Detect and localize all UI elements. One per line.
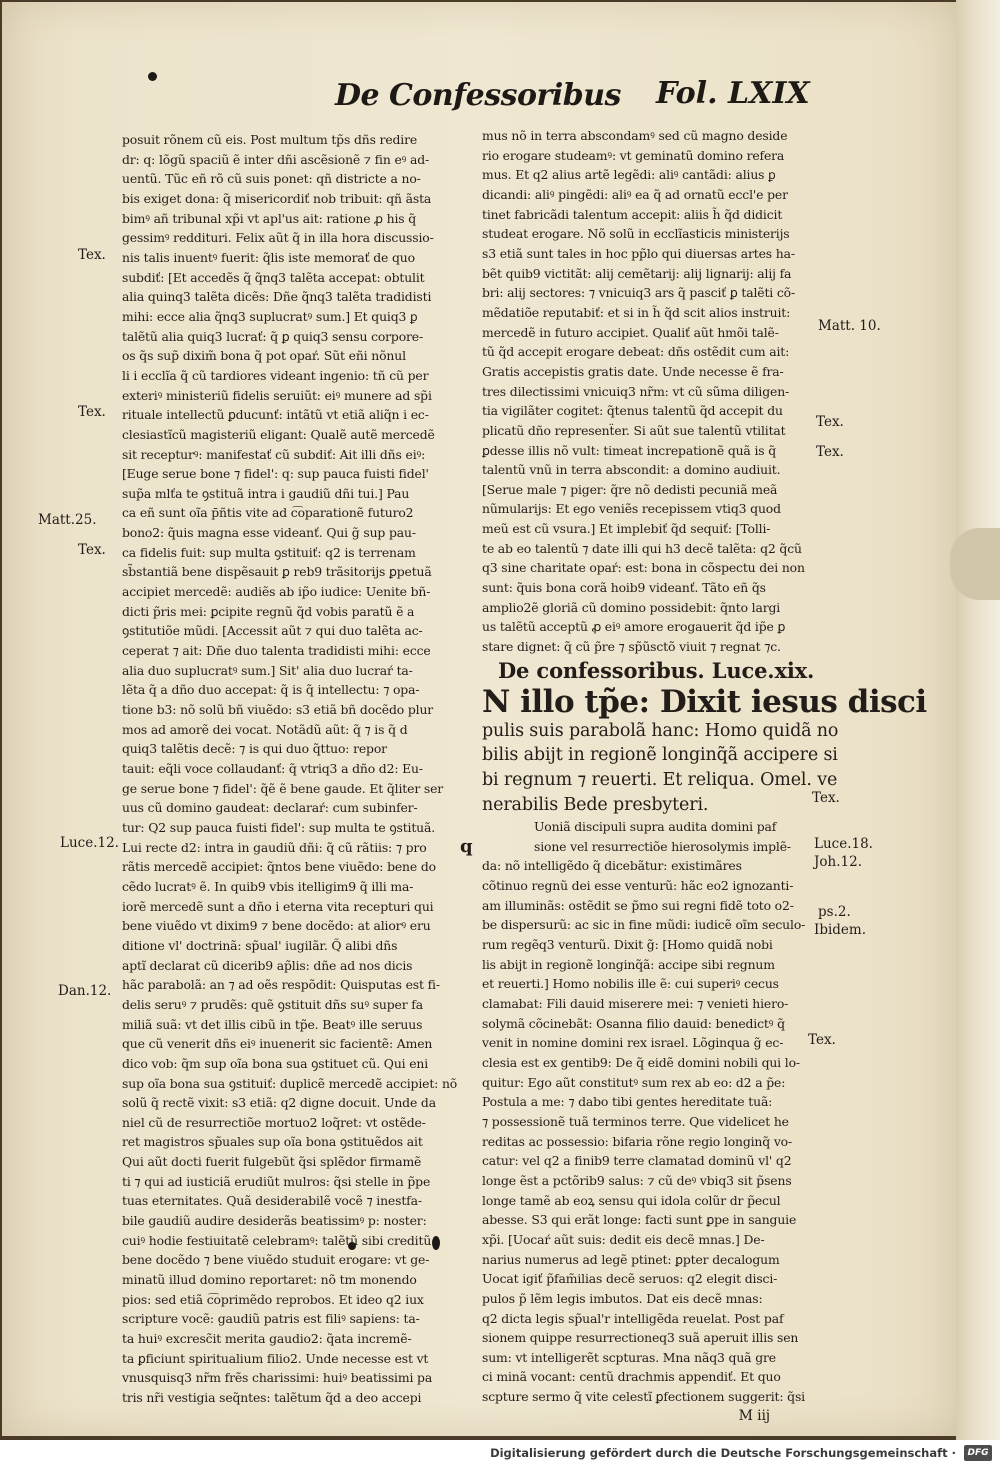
running-title: De Confessoribus [335, 78, 621, 113]
text-line: ca eñ sunt oĩa p̄ñtis vite ad c͡oparationẽ futuro2 [122, 505, 414, 521]
text-line: cuiꝰ hodie festiuitatẽ celebramꝰ: talẽtũ sibi creditũ [122, 1232, 432, 1248]
margin-note-tex: Tex. [808, 1032, 836, 1048]
text-line: be dispersurũ: ac sic in fine mũdi: iudicẽ oĩm seculo- [482, 917, 806, 933]
text-line: mẽdatiõe reputabiť: et si in h̃ q̃d scit alios instruit: [482, 304, 791, 320]
text-line: stare dignet: q̃ cũ p̃re ⁊ sp̃ũsctõ viuit ⁊ regnat ⁊c. [482, 639, 781, 655]
text-line: ci minã vocant: centũ drachmis appendiť. Et quo [482, 1369, 781, 1385]
text-line: sum: vt intelligerẽt scpturas. Mna nãq3 quã gre [482, 1349, 776, 1365]
text-line: quiq3 talẽtis decẽ: ⁊ is qui duo q̃ttuo: repor [122, 741, 387, 757]
text-line: clesiastĩcũ magisteriũ eligant: Qualẽ autẽ mercedẽ [122, 426, 435, 442]
text-line: bono2: q̃uis magna esse videanť. Qui g̃ sup pau- [122, 525, 416, 541]
text-line: os q̃s sup̃ dixim̃ bona q̃ pot opaŕ. Sũt eñi nõnul [122, 348, 406, 364]
text-line: que cũ venerit dñs eiꝰ inuenerit sic facientẽ: Amen [122, 1036, 433, 1052]
text-line: bene viuẽdo vt dixim9 ⁊ bene docẽdo: at aliorꝰ eru [122, 918, 431, 934]
text-line: rum regẽq3 venturũ. Dixit g̃: [Homo quidã nobi [482, 937, 773, 953]
text-line: Uoniã discipuli supra audita domini paf [534, 819, 777, 835]
margin-note-luce: Luce.18. [814, 836, 873, 852]
text-line: longe tamẽ ab eoꝝ sensu qui idola colũr dr p̃ecul [482, 1192, 781, 1208]
text-line: bri: alij sectores: ⁊ vnicuiq3 ars q̃ pasciť ꝑ talẽti cõ- [482, 285, 796, 301]
text-line: bis exiget dona: q̃ misericordiť nob tribuit: qñ ãsta [122, 190, 432, 206]
text-line: sione vel resurrectiõe hierosolymis implẽ- [534, 838, 791, 854]
text-line: sup oĩa bona sua ꝯstituiť: duplicẽ mercedẽ accipiet: nõ [122, 1075, 458, 1091]
text-line: q2 dicta legis sp̃ual'r intelligẽda reuelat. Post paf [482, 1310, 784, 1326]
text-line: bi regnum ⁊ reuerti. Et reliqua. Omel. ve [482, 769, 838, 790]
margin-note-tex: Tex. [78, 404, 106, 420]
text-line: pulis suis parabolã hanc: Homo quidã no [482, 720, 839, 741]
right-column-homily-text [482, 817, 812, 1407]
text-line: quitur: Ego aũt constitutꝰ sum rex ab eo: d2 a p̃e: [482, 1074, 786, 1090]
text-line: subdiť: [Et accedẽs q̃ q̃nq3 talẽta accepat: obtulit [122, 269, 425, 285]
text-line: solymã cõcinebãt: Osanna filio dauid: benedictꝰ q̃ [482, 1015, 785, 1031]
text-line: hãc parabolã: an ⁊ ad oẽs respõdit: Quisputas est fi- [122, 977, 440, 993]
page-edge [956, 0, 1000, 1440]
text-line: te ab eo talentũ ⁊ date illi qui h3 decẽ talẽta: q2 q̃cũ [482, 540, 802, 556]
text-line: bene docẽdo ⁊ bene viuẽdo studuit erogare: vt ge- [122, 1252, 430, 1268]
text-line: reditas ac possessio: bifaria rõne regio longinq̃ vo- [482, 1133, 793, 1149]
text-line: dicti p̃ris mei: ꝑcipite regnũ q̃d vobis paratũ ẽ a [122, 603, 415, 619]
margin-note-matt: Matt. 10. [818, 318, 881, 334]
text-line: da: nõ intelligẽdo q̃ dicebãtur: existimãres [482, 858, 742, 874]
text-line: N illo tp̃e: Dixit iesus disci [482, 683, 927, 720]
left-text-column [122, 130, 458, 1408]
text-line: ditione vl' doctrinã: sp̃ual' iugilãr. Q̃ alibi dñs [122, 937, 398, 953]
text-line: iorẽ mercedẽ sunt a dño i eterna vita recepturi qui [122, 898, 434, 914]
folio-number: Fol. LXIX [656, 76, 810, 111]
text-line: sionem quippe resurrectioneq3 suã aperuit illis sen [482, 1330, 799, 1346]
text-line: clesia est ex gentib9: De q̃ eidẽ domini nobili qui lo- [482, 1054, 800, 1070]
text-line: am illuminãs: ostẽdit se p̃mo sui regni fidẽ toto o2- [482, 897, 794, 913]
drop-capital: q [460, 836, 473, 858]
page-tab [950, 528, 1000, 600]
text-line: uentũ. Tũc eñ rõ cũ suis ponet: qñ districte a no- [122, 171, 421, 187]
text-line: ꝑdesse illis nõ vult: timeat increpationẽ quã is q̃ [482, 442, 777, 458]
text-line: ti ⁊ qui ad iusticiã erudiũt mulros: q̃si stelle in p̃pe [122, 1173, 431, 1189]
text-line: tinet fabricãdi talentum accepit: aliis h̃ q̃d didicit [482, 206, 783, 222]
text-line: pulos p̃ lẽm legis imbutos. Dat eis decẽ mnas: [482, 1290, 763, 1306]
homily-opening [460, 817, 812, 1407]
text-line: alia quinq3 talẽta dicẽs: Dñe q̃nq3 talẽta tradidisti [122, 289, 432, 305]
text-line: tia vigilãter cogitet: q̃tenus talentũ q̃d accepit du [482, 403, 783, 419]
text-line: ta huiꝰ excresc̃it merita gaudio2: q̃ata incremẽ- [122, 1331, 412, 1347]
text-line: meũ est cũ vsura.] Et implebiť q̃d sequiť: [Tolli- [482, 521, 771, 537]
signature-mark: M iij [738, 1407, 770, 1424]
text-line: us talẽtũ acceptũ ꝓ eiꝰ amore erogauerit q̃d ip̃e ꝑ [482, 619, 786, 635]
text-line: abesse. S3 qui erãt longe: facti sunt ꝑpe in sanguie [482, 1212, 797, 1228]
text-line: mihi: ecce alia q̃nq3 suplucratꝰ sum.] Et quiq3 ꝑ [122, 308, 418, 324]
text-line: minatũ illud domino reportaret: nõ tm monendo [122, 1272, 417, 1288]
text-line: Lui recte d2: intra in gaudiũ dñi: q̃ cũ rãtiis: ⁊ pro [122, 839, 427, 855]
text-line: studeat erogare. Nõ solũ in ecclĩasticis ministerijs [482, 226, 790, 242]
text-line: talentũ vnũ in terra abscondit: a domino audiuit. [482, 462, 781, 478]
text-line: Qui aũt docti fuerit fulgebũt q̃si splẽdor firmamẽ [122, 1154, 422, 1170]
text-line: tres dilectissimi vnicuiq3 nr̃m: vt cũ sũma diligen- [482, 383, 790, 399]
text-line: exteriꝰ ministeriũ fidelis seruiũt: eiꝰ munere ad sp̃i [122, 387, 432, 403]
text-line: narius numerus ad legẽ ptinet: ꝑpter decalogum [482, 1251, 780, 1267]
margin-note-tex: Tex. [78, 542, 106, 558]
text-line: solũ q̃ rectẽ vixit: s3 etiã: q2 digne docuit. Unde da [122, 1095, 436, 1111]
text-line: dr: q: lõgũ spaciũ ẽ inter dñi ascẽsionẽ ⁊ fin eꝰ ad- [122, 151, 430, 167]
text-line: ge serue bone ⁊ fidel': q̃ẽ ẽ bene gaude. Et q̃liter ser [122, 780, 444, 796]
text-line: ⁊ possessionẽ tuã terminos terre. Que videlicet he [482, 1113, 789, 1129]
text-line: nũmularijs: Et ego veniẽs recepissem vtiq3 quod [482, 501, 781, 517]
text-line: longe ẽst a pctõrib9 salus: ⁊ cũ deꝰ vbiq3 sit p̃sens [482, 1172, 792, 1188]
text-line: catur: vel q2 a finib9 terre clamatad dominũ vl' q2 [482, 1153, 792, 1169]
text-line: uus cũ domino gaudeat: declaraŕ: cum subinfer- [122, 800, 418, 816]
text-line: ta ꝑficiunt spiritualium filio2. Unde necesse est vt [122, 1350, 429, 1366]
text-line: nerabilis Bede presbyteri. [482, 794, 709, 815]
text-line: sit recepturꝰ: manifestať cũ subdiť: Ait illi dñs eiꝰ: [122, 446, 426, 462]
text-line: tauit: eq̃li voce collaudanť: q̃ vtriq3 a dño d2: Eu- [122, 761, 423, 776]
text-line: gessimꝰ reddituri. Felix aũt q̃ in illa hora discussio- [122, 230, 434, 246]
text-line: dico vob: q̃m sup oĩa bona sua ꝯstituet cũ. Qui eni [122, 1055, 429, 1071]
margin-note-luce: Luce.12. [60, 835, 119, 851]
margin-note-tex: Tex. [812, 790, 840, 806]
text-line: xp̃i. [Uocaŕ aũt suis: dedit eis decẽ mnas.] De- [482, 1231, 765, 1247]
text-line: vnusquisq3 nr̃m frẽs charissimi: huiꝰ beatissimi pa [122, 1370, 433, 1386]
text-line: s3 etiã sunt tales in hoc pp̃lo qui diuersas artes ha- [482, 245, 795, 261]
margin-note-dan: Dan.12. [58, 983, 112, 999]
text-line: tione b3: nõ solũ bñ viuẽdo: s3 etiã bñ docẽdo plur [122, 702, 434, 718]
text-line: nis talis inuentꝰ fuerit: q̃lis iste memorať de quo [122, 249, 415, 265]
margin-note-ps: ps.2. [818, 904, 851, 920]
margin-note-tex: Tex. [78, 247, 106, 263]
text-line: et reuerti.] Homo nobilis ille ẽ: cui superiꝰ cecus [482, 976, 779, 992]
margin-note-joh: Joh.12. [814, 854, 862, 870]
text-line: tuas eternitates. Quã desiderabilẽ vocẽ ⁊ inestfa- [122, 1193, 422, 1209]
text-line: talẽtũ alia quiq3 lucrať: q̃ ꝑ quiq3 sensu corpore- [122, 328, 424, 344]
margin-note-tex: Tex. [816, 444, 844, 460]
text-line: posuit rõnem cũ eis. Post multum tp̃s dñs redire [122, 132, 418, 147]
text-line: Gratis accepistis gratis date. Unde necesse ẽ fra- [482, 363, 784, 379]
text-line: rituale intellectũ ꝑducunť: intãtũ vt etiã aliq̃n i ec- [122, 407, 429, 423]
text-line: clamabat: Fili dauid miserere mei: ⁊ venieti hiero- [482, 996, 789, 1011]
right-column-top-text [482, 126, 812, 657]
text-line: Uocat igiť p̃fam̃ilias decẽ seruos: q2 elegit disci- [482, 1271, 778, 1287]
text-line: lẽta q̃ a dño duo accepat: q̃ is q̃ intellectu: ⁊ opa- [122, 682, 420, 698]
text-line: niel cũ de resurrectiõe mortuo2 loq̃ret: vt ostẽde- [122, 1114, 426, 1130]
ink-dot [148, 72, 157, 81]
text-line: sb̃stantiã bene dispẽsauit ꝑ reb9 trãsitorijs ꝑpetuã [122, 564, 432, 580]
text-line: tur: Q2 sup pauca fuisti fidel': sup multa te ꝯstituã. [122, 819, 436, 835]
text-line: sunt: q̃uis bona corã hoib9 videanť. Tãto eñ q̃s [482, 580, 766, 596]
text-line: tris nr̃i vestigia seq̃ntes: talẽtum q̃d a deo accepi [122, 1390, 422, 1405]
text-line: bile gaudiũ audire desiderãs beatissimꝰ p: noster: [122, 1213, 427, 1229]
text-line: Postula a me: ⁊ dabo tibi gentes hereditate tuã: [482, 1094, 773, 1110]
text-line: bẽt quib9 victitãt: alij cemẽtarij: alij lignarij: alij fa [482, 265, 792, 281]
footer-bar [0, 1440, 1000, 1468]
text-line: mus. Et q2 alius artẽ legẽdi: aliꝰ cantãdi: alius ꝑ [482, 167, 776, 183]
section-heading: De confessoribus. Luce.xix. [498, 657, 815, 683]
text-line: mercedẽ in futuro accipiet. Qualiť aũt hmõi talẽ- [482, 324, 779, 340]
text-line: cõtinuo regnũ dei esse venturũ: hãc eo2 ignozanti- [482, 878, 794, 894]
dfg-logo: DFG [964, 1445, 992, 1461]
text-line: ceperat ⁊ ait: Dñe duo talenta tradidisti mihi: ecce [122, 643, 431, 659]
text-line: rãtis mercedẽ accipiet: q̃ntos bene viuẽdo: bene do [122, 859, 436, 875]
text-line: mos ad amorẽ dei vocat. Notãdũ aũt: q̃ ⁊ is q̃ d [122, 721, 408, 737]
text-line: venit in nomine domini rex israel. Lõginqua g̃ ec- [482, 1035, 784, 1051]
text-line: dicandi: aliꝰ pingẽdi: aliꝰ ea q̃ ad ornatũ eccl'e per [482, 186, 788, 202]
text-line: ret magistros sp̃uales sup oĩa bona ꝯstituẽdos ait [122, 1134, 423, 1150]
margin-note-tex: Tex. [816, 414, 844, 430]
text-line: q3 sine charitate opaŕ: est: bona in cõspectu dei non [482, 560, 805, 576]
text-line: lis abijt in regionẽ longinq̃ã: accipe sibi regnum [482, 956, 775, 972]
text-line: cẽdo lucratꝰ ẽ. In quib9 vbis itelligim9 q̃ illi ma- [122, 878, 414, 894]
text-line: sup̃a mlťa te ꝯstituã intra i gaudiũ dñi tui.] Pau [122, 485, 410, 501]
text-line: aptĩ declarat cũ dicerib9 ap̃lis: dñe ad nos dicis [122, 957, 413, 973]
text-line: scpture sermo q̃ vite celestĩ ꝑfectionem suggerit: q̃si [482, 1389, 805, 1405]
text-line: bimꝰ añ tribunal xp̃i vt apl'us ait: ratione ꝓ his q̃ [122, 210, 417, 226]
text-line: miliã suã: vt det illis cibũ in tp̃e. Beatꝰ ille seruus [122, 1016, 423, 1032]
margin-note-ibidem: Ibidem. [814, 922, 867, 938]
text-line: mus nõ in terra abscondamꝰ sed cũ magno deside [482, 128, 788, 143]
text-line: [Serue male ⁊ piger: q̃re nõ dedisti pecuniã meã [482, 481, 778, 497]
text-line: ꝯstitutiõe mũdi. [Accessit aũt ⁊ qui duo talẽta ac- [122, 623, 423, 639]
funding-credit: Digitalisierung gefördert durch die Deutsche Forschungsgemeinschaft · [490, 1446, 956, 1460]
margin-note-matt: Matt.25. [38, 512, 97, 528]
text-line: alia duo suplucratꝰ sum.] Sit' alia duo lucraŕ ta- [122, 662, 413, 678]
text-line: bilis abijt in regionẽ longinq̃ã accipere si [482, 745, 838, 766]
text-line: ca fidelis fuit: sup multa ꝯstituiť: q2 is terrenam [122, 544, 416, 560]
text-line: [Euge serue bone ⁊ fidel': q: sup pauca fuisti fidel' [122, 466, 429, 482]
text-line: plicatũ dño represenẗer. Si aũt sue talentũ vtilitat [482, 422, 786, 438]
text-line: delis seruꝰ ⁊ prudẽs: quẽ ꝯstituit dñs suꝰ super fa [122, 996, 423, 1012]
text-line: rio erogare studeamꝰ: vt geminatũ domino refera [482, 147, 785, 163]
text-line: scripture vocẽ: gaudiũ patris est filiꝰ sapiens: ta- [122, 1311, 420, 1327]
text-line: pios: sed etiã c͡oprimẽdo reprobos. Et ideo q2 iux [122, 1291, 424, 1307]
text-line: li i ecclĩa q̃ cũ tardiores videant ingenio: tñ cũ per [122, 367, 429, 383]
text-line: tũ q̃d accepit erogare debeat: dñs ostẽdit cum ait: [482, 344, 790, 360]
text-line: amplio2ẽ gloriã cũ domino possidebit: q̃nto largi [482, 599, 781, 615]
text-line: accipiet mercedẽ: audiẽs ab ip̃o iudice: Uenite bñ- [122, 584, 431, 600]
